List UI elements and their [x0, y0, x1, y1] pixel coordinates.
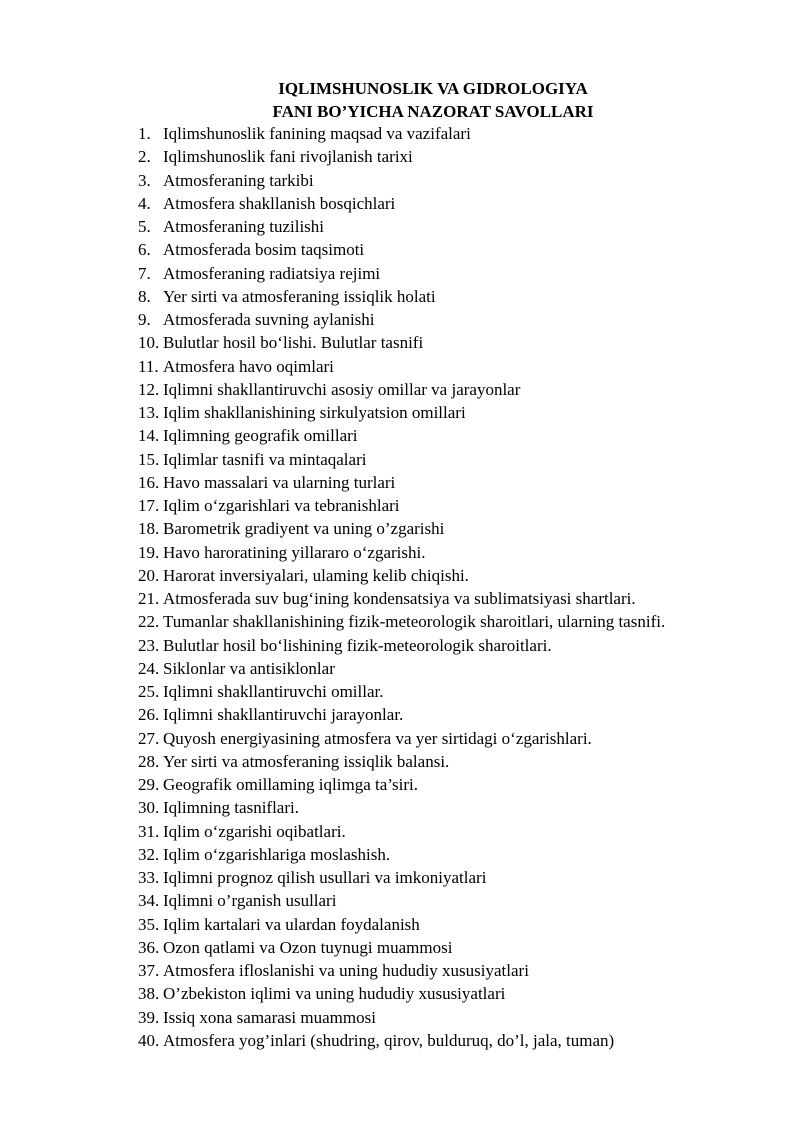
question-number: 30.: [138, 798, 160, 818]
question-number: 33.: [138, 868, 160, 887]
question-number: 12.: [138, 379, 160, 399]
question-text: Yer sirti va atmosferaning issiqlik balansi.: [163, 751, 450, 771]
question-number: 23.: [138, 635, 160, 655]
question-text: Iqlimni prognoz qilish usullari va imkoniyatlari: [163, 868, 487, 887]
question-text: Harorat inversiyalari, ulaming kelib chiqishi.: [163, 565, 469, 585]
question-number: 35.: [138, 914, 160, 934]
question-number: 7.: [138, 263, 151, 283]
question-number: 9.: [138, 310, 151, 329]
question-number: 38.: [138, 984, 160, 1004]
list-item: [138, 587, 665, 610]
question-text: Siklonlar va antisiklonlar: [163, 658, 335, 678]
question-text: Atmosfera havo oqimlari: [163, 356, 334, 376]
question-number: 34.: [138, 891, 160, 911]
question-text: Quyosh energiyasining atmosfera va yer sirtidagi o‘zgarishlari.: [163, 728, 592, 748]
list-item: [138, 843, 665, 866]
question-text: Atmosferaning radiatsiya rejimi: [163, 263, 381, 283]
list-item: [138, 424, 665, 447]
list-item: [138, 982, 665, 1005]
list-item: [138, 448, 665, 471]
list-item: [138, 541, 665, 564]
list-item: [138, 262, 665, 285]
question-text: Iqlimlar tasnifi va mintaqalari: [163, 449, 367, 469]
list-item: [138, 959, 665, 982]
list-item: [138, 355, 665, 378]
question-number: 24.: [138, 658, 160, 678]
question-list: [138, 122, 665, 1052]
question-text: Atmosferada suv bug‘ining kondensatsiya va sublimatsiyasi shartlari.: [163, 589, 636, 608]
list-item: [138, 215, 665, 238]
list-item: [138, 913, 665, 936]
list-item: [138, 936, 665, 959]
list-item: [138, 820, 665, 843]
list-item: [138, 238, 665, 261]
question-number: 36.: [138, 937, 160, 957]
list-item: [138, 1029, 665, 1052]
question-number: 28.: [138, 751, 160, 771]
list-item: [138, 610, 665, 633]
list-item: [138, 703, 665, 726]
question-number: 32.: [138, 844, 160, 864]
list-item: [138, 889, 665, 912]
list-item: [138, 773, 665, 796]
question-number: 29.: [138, 775, 160, 794]
list-item: [138, 122, 665, 145]
question-number: 15.: [138, 449, 160, 469]
list-item: [138, 727, 665, 750]
question-text: Iqlim shakllanishining sirkulyatsion omillari: [163, 403, 466, 422]
question-number: 1.: [138, 124, 151, 143]
list-item: [138, 680, 665, 703]
list-item: [138, 866, 665, 889]
list-item: [138, 285, 665, 308]
list-item: [138, 169, 665, 192]
list-item: [138, 634, 665, 657]
question-number: 8.: [138, 286, 151, 306]
list-item: [138, 657, 665, 680]
question-text: Atmosfera yog’inlari (shudring, qirov, bulduruq, do’l, jala, tuman): [163, 1030, 615, 1050]
question-text: Bulutlar hosil bo‘lishi. Bulutlar tasnifi: [163, 333, 424, 353]
question-text: Atmosferaning tuzilishi: [163, 217, 325, 236]
question-text: Barometrik gradiyent va uning o’zgarishi: [163, 519, 445, 539]
question-number: 14.: [138, 426, 160, 446]
question-text: Iqlimni shakllantiruvchi omillar.: [163, 682, 384, 701]
question-text: Ozon qatlami va Ozon tuynugi muammosi: [163, 937, 453, 957]
question-text: Issiq xona samarasi muammosi: [163, 1007, 376, 1027]
question-number: 11.: [138, 356, 159, 376]
question-text: Atmosferada suvning aylanishi: [163, 310, 375, 329]
question-number: 31.: [138, 821, 160, 841]
page-title: IQLIMSHUNOSLIK VA GIDROLOGIYA: [278, 79, 588, 98]
list-item: [138, 378, 665, 401]
question-text: Havo haroratining yillararo o‘zgarishi.: [163, 542, 426, 562]
list-item: [138, 471, 665, 494]
question-text: Iqlim o‘zgarishlariga moslashish.: [163, 844, 391, 864]
question-text: Iqlimning tasniflari.: [163, 798, 299, 818]
list-item: [138, 796, 665, 819]
question-number: 6.: [138, 240, 151, 260]
list-item: [138, 750, 665, 773]
question-text: Yer sirti va atmosferaning issiqlik holati: [163, 286, 436, 306]
question-number: 25.: [138, 682, 160, 701]
question-text: Iqlim o‘zgarishi oqibatlari.: [163, 821, 346, 841]
question-number: 5.: [138, 217, 151, 236]
question-number: 18.: [138, 519, 160, 539]
question-text: Iqlim kartalari va ulardan foydalanish: [163, 914, 420, 934]
list-item: [138, 308, 665, 331]
question-number: 2.: [138, 147, 151, 167]
question-number: 3.: [138, 170, 151, 190]
question-text: Tumanlar shakllanishining fizik-meteorologik sharoitlari, ularning tasnifi.: [163, 612, 666, 632]
question-number: 19.: [138, 542, 160, 562]
question-number: 26.: [138, 705, 160, 725]
list-item: [138, 517, 665, 540]
question-text: Iqlimni o’rganish usullari: [163, 891, 337, 911]
question-text: Iqlimni shakllantiruvchi jarayonlar.: [163, 705, 404, 725]
question-text: Iqlimning geografik omillari: [163, 426, 358, 446]
question-number: 4.: [138, 193, 151, 213]
question-number: 21.: [138, 589, 160, 608]
question-text: Atmosfera ifloslanishi va uning hududiy xususiyatlari: [163, 961, 529, 980]
list-item: [138, 145, 665, 168]
question-number: 13.: [138, 403, 160, 422]
question-text: O’zbekiston iqlimi va uning hududiy xususiyatlari: [163, 984, 506, 1004]
question-number: 40.: [138, 1030, 160, 1050]
list-item: [138, 1006, 665, 1029]
question-number: 39.: [138, 1007, 160, 1027]
question-number: 10.: [138, 333, 160, 353]
question-text: Atmosferada bosim taqsimoti: [163, 240, 365, 260]
list-item: [138, 494, 665, 517]
question-text: Atmosferaning tarkibi: [163, 170, 314, 190]
list-item: [138, 564, 665, 587]
question-text: Geografik omillaming iqlimga ta’siri.: [163, 775, 418, 794]
question-number: 16.: [138, 472, 160, 492]
question-text: Iqlimshunoslik fanining maqsad va vazifalari: [163, 124, 471, 143]
list-item: [138, 192, 665, 215]
question-number: 20.: [138, 565, 160, 585]
question-number: 17.: [138, 496, 160, 515]
question-number: 27.: [138, 728, 160, 748]
question-text: Iqlimshunoslik fani rivojlanish tarixi: [163, 147, 413, 167]
question-text: Iqlim o‘zgarishlari va tebranishlari: [163, 496, 400, 515]
question-number: 22.: [138, 612, 160, 632]
question-number: 37.: [138, 961, 160, 980]
page-subtitle: FANI BO’YICHA NAZORAT SAVOLLARI: [272, 102, 594, 121]
list-item: [138, 331, 665, 354]
list-item: [138, 401, 665, 424]
question-text: Iqlimni shakllantiruvchi asosiy omillar va jarayonlar: [163, 379, 521, 399]
question-text: Atmosfera shakllanish bosqichlari: [163, 193, 396, 213]
question-text: Havo massalari va ularning turlari: [163, 472, 396, 492]
question-text: Bulutlar hosil bo‘lishining fizik-meteorologik sharoitlari.: [163, 635, 552, 655]
